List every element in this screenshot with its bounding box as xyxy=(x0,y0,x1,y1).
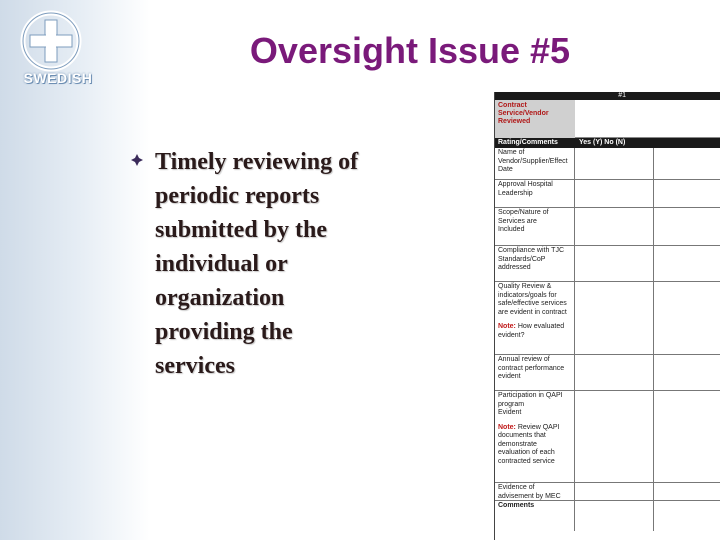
comments-value xyxy=(575,501,654,531)
note-line: documents that xyxy=(498,432,546,439)
form-row-value xyxy=(575,208,654,245)
form-row-line: Annual review of xyxy=(498,356,550,363)
note-label: Note: xyxy=(498,323,516,330)
note-line: evident? xyxy=(498,331,525,339)
form-row-line: Date xyxy=(498,166,513,173)
form-row-line: Quality Review & xyxy=(498,283,552,290)
form-header xyxy=(495,100,720,138)
form-column-number: #1 xyxy=(495,92,720,100)
logo-text: SWEDISH xyxy=(23,70,93,86)
form-row-label xyxy=(495,391,575,482)
form-row-line: Name of xyxy=(498,149,525,156)
form-row xyxy=(495,355,720,391)
diamond-bullet-icon xyxy=(130,153,144,167)
form-row xyxy=(495,282,720,355)
form-row-value xyxy=(575,483,654,500)
form-row-line: Scope/Nature of xyxy=(498,209,549,216)
bullet-text xyxy=(155,145,435,383)
form-rating-row xyxy=(495,138,720,148)
form-row-note xyxy=(498,424,571,433)
swedish-logo xyxy=(8,6,108,92)
bullet-line: Timely reviewing of xyxy=(155,149,359,175)
form-row-line: advisement by MEC xyxy=(498,492,561,500)
form-row-line: Services are xyxy=(498,217,537,225)
form-row-line: Compliance with TJC xyxy=(498,247,565,254)
form-row-label xyxy=(495,483,575,500)
note-label: Note: xyxy=(498,423,516,431)
form-row-label xyxy=(495,355,575,390)
form-row-line: evident xyxy=(498,373,521,380)
note-line: How evaluated xyxy=(517,323,565,330)
note-line: demonstrate xyxy=(498,440,537,448)
bullet-line: services xyxy=(155,353,235,379)
bullet-line: individual or xyxy=(155,251,288,277)
form-row-value xyxy=(575,180,654,207)
form-row-line: Standards/CoP xyxy=(498,255,546,263)
form-row-line: Evident xyxy=(498,409,522,416)
form-row-line: program xyxy=(498,400,525,408)
form-row xyxy=(495,180,720,208)
form-row xyxy=(495,391,720,483)
rating-options: Yes (Y) No (N) xyxy=(579,139,626,146)
form-row-line: Included xyxy=(498,226,525,233)
form-row-line: Vendor/Supplier/Effect xyxy=(498,157,568,165)
form-row xyxy=(495,148,720,180)
form-row-value xyxy=(575,148,654,179)
comments-label: Comments xyxy=(495,501,575,531)
form-row-comments xyxy=(495,501,720,531)
form-row xyxy=(495,483,720,501)
bullet-line: providing the xyxy=(155,319,293,345)
form-row-label xyxy=(495,246,575,281)
form-row-value xyxy=(575,355,654,390)
form-row xyxy=(495,208,720,246)
form-row-line: indicators/goals for xyxy=(498,291,557,299)
form-row-label xyxy=(495,148,575,179)
note-line: Review QAPI xyxy=(517,423,560,431)
form-row-line: Leadership xyxy=(498,189,533,197)
rating-label: Rating/Comments xyxy=(498,139,558,146)
form-row-line: are evident in contract xyxy=(498,308,567,316)
form-row-label xyxy=(495,180,575,207)
note-line: evaluation of each xyxy=(498,449,555,456)
contract-review-form xyxy=(494,92,720,540)
bullet-line: periodic reports xyxy=(155,183,320,209)
form-row-value xyxy=(575,246,654,281)
form-header-line: Reviewed xyxy=(498,118,531,125)
logo-cross-icon xyxy=(20,10,82,72)
form-header-label xyxy=(495,100,575,138)
form-row-note xyxy=(498,323,571,332)
form-header-value xyxy=(575,100,720,138)
form-header-line: Service/Vendor xyxy=(498,110,549,117)
form-row-line: contract performance xyxy=(498,364,565,372)
slide-title: Oversight Issue #5 xyxy=(249,30,571,71)
form-row-line: addressed xyxy=(498,264,531,271)
form-row-line: Approval Hospital xyxy=(498,181,553,188)
note-line: contracted service xyxy=(498,457,555,465)
form-row-value xyxy=(575,282,654,354)
form-row-label xyxy=(495,282,575,354)
form-row-line: Participation in QAPI xyxy=(498,392,563,399)
form-row-label xyxy=(495,208,575,245)
form-row-line: safe/effective services xyxy=(498,300,567,307)
form-header-line: Contract xyxy=(498,102,527,109)
form-row-line: Evidence of xyxy=(498,484,535,491)
form-row-value xyxy=(575,391,654,482)
bullet-line: organization xyxy=(155,285,285,311)
form-row xyxy=(495,246,720,282)
bullet-line: submitted by the xyxy=(155,217,328,243)
